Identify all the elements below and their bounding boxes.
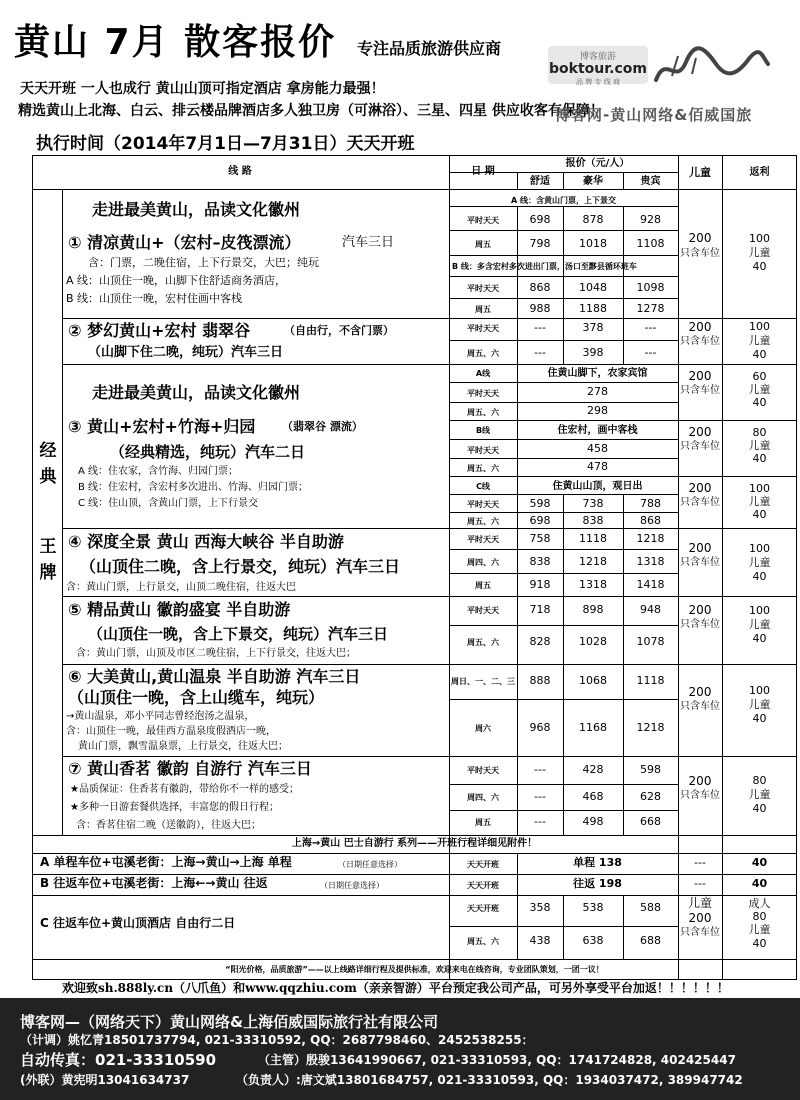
route6-child-seat: 只含车位: [680, 701, 720, 712]
route3-a-child: 200: [688, 369, 712, 383]
route7-date-2: 周四、六: [467, 793, 499, 802]
route4-price: 758: [529, 532, 551, 545]
route3-c-price: 698: [529, 514, 551, 527]
route7-child-seat: 只含车位: [680, 790, 720, 801]
brand-logo: [548, 46, 648, 84]
route1-b-date-2: 周五: [475, 305, 491, 314]
route3-a-rebate: 60 儿童 40: [748, 370, 771, 410]
route1-a-price: 1018: [579, 237, 607, 250]
route6-child-price: 200: [688, 685, 712, 699]
route5-price: 1028: [579, 635, 607, 648]
route1-b-price: 868: [529, 281, 551, 294]
route2-price: ---: [644, 321, 657, 334]
route3-a-price-2: 298: [587, 404, 608, 417]
route6-rebate: 100 儿童 40: [748, 684, 771, 725]
bus-c-price: 358: [529, 901, 551, 914]
bus-b-name: B 往返车位+屯溪老街：上海←→黄山 往返: [40, 876, 268, 890]
route4-date-2: 周四、六: [467, 558, 499, 567]
route7-date-3: 周五: [475, 818, 491, 827]
route3-note: （翡翠谷 漂流）: [282, 420, 363, 433]
route3-sub: （经典精选，纯玩）汽车二日: [110, 443, 306, 461]
route6-price: 1118: [636, 674, 665, 687]
route5-price: 948: [640, 603, 661, 616]
route7-name: ⑦ 黄山香茗 徽韵 自游行 汽车三日: [68, 759, 312, 778]
bus-a-rebate: 40: [751, 856, 768, 869]
route2-price: ---: [644, 346, 657, 359]
route1-slogan: 走进最美黄山，品读文化徽州: [92, 200, 301, 219]
brush-swirl-icon: [652, 46, 770, 86]
bus-a-name: A 单程车位+屯溪老街：上海→黄山→上海 单程: [40, 855, 292, 869]
route1-child-seat: 只含车位: [680, 248, 720, 259]
route2-date-2: 周五、六: [467, 349, 499, 358]
route4-child-seat: 只含车位: [680, 557, 720, 568]
route1-a-price: 878: [582, 213, 604, 226]
route3-a-desc: 住黄山脚下，农家宾馆: [547, 368, 648, 379]
route7-rebate: 80 儿童 40: [748, 774, 771, 815]
bus-c-price: 588: [640, 901, 661, 914]
route1-section-a: A 线：含黄山门票，上下景交: [511, 196, 616, 205]
route5-sub: （山顶住一晚，含上下景交，纯玩）汽车三日: [88, 625, 389, 643]
route5-child-price: 200: [688, 603, 712, 617]
route4-price: 1118: [579, 532, 607, 545]
route6-price: 888: [529, 674, 551, 687]
route4-sub: （山顶住二晚，含上行景交，纯玩）汽车三日: [80, 557, 401, 576]
bus-c-child-label: 儿童: [687, 896, 712, 910]
route7-line-1: ★品质保证：住香茗有徽韵，带给你不一样的感受；: [70, 784, 299, 795]
route3-b-price-1: 458: [587, 442, 608, 455]
page-subtitle: 专注品质旅游供应商: [357, 39, 502, 58]
route3-c-desc: 住黄山山顶，观日出: [552, 481, 643, 492]
bus-c-child-seat: 只含车位: [680, 927, 720, 938]
route1-section-b: B 线：多含宏村多次进出门票，汤口至黟县循环班车: [452, 262, 637, 271]
route3-b-price-2: 478: [587, 460, 608, 473]
bus-c-price: 688: [640, 934, 661, 947]
route1-a-price: 698: [529, 213, 551, 226]
bus-a-date: 天天开班: [467, 860, 499, 869]
route4-date-3: 周五: [475, 581, 491, 590]
route3-c-price: 868: [640, 514, 661, 527]
route1-line-a: A 线：山顶住一晚，山脚下住舒适商务酒店，: [66, 274, 287, 287]
route3-c-label: C线: [476, 482, 490, 491]
route3-line-a: A 线：住农家，含竹海、归园门票；: [78, 466, 239, 477]
route7-price: 468: [582, 790, 604, 803]
route1-name: ① 清凉黄山+（宏村–皮筏漂流）: [68, 233, 301, 252]
route3-c-child-seat: 只含车位: [680, 497, 720, 508]
route4-price: 1318: [636, 555, 665, 568]
side-label-classic: 经典: [39, 441, 57, 487]
route6-line-2: 含：山顶住一晚，最佳西方温泉度假酒店一晚，: [66, 726, 276, 737]
route6-sub: （山顶住一晚，含上山缆车，纯玩）: [68, 688, 325, 707]
route7-price: ---: [534, 763, 546, 776]
header-price: 报价（元/人）: [565, 158, 630, 169]
route5-name: ⑤ 精品黄山 徽韵盛宴 半自助游: [68, 600, 291, 619]
route3-b-date-1: 平时天天: [467, 446, 499, 455]
route6-date-2: 周六: [475, 724, 491, 733]
header-luxury: 贵宾: [640, 176, 661, 187]
bus-a-price: 单程 138: [573, 856, 622, 869]
route4-price: 918: [529, 578, 551, 591]
route7-line-2: ★多种一日游套餐供选择，丰富您的假日行程；: [70, 802, 279, 813]
route3-a-date-1: 平时天天: [467, 389, 499, 398]
route3-slogan: 走进最美黄山，品读文化徽州: [92, 383, 301, 402]
route3-c-date-1: 平时天天: [467, 500, 499, 509]
route1-child-price: 200: [688, 231, 712, 245]
route4-price: 1218: [579, 555, 607, 568]
route7-price: 628: [640, 790, 661, 803]
route3-b-child-seat: 只含车位: [680, 441, 720, 452]
page-title: 黄山 7月 散客报价: [14, 22, 337, 63]
route3-c-date-2: 周五、六: [467, 517, 499, 526]
route5-date-2: 周五、六: [467, 638, 499, 647]
route1-b-price: 1188: [579, 302, 607, 315]
footnote: “阳光价格，品质旅游”——以上线路详细行程及提供标准，欢迎来电在线咨询，专业团队策划，一团一议！: [225, 965, 604, 974]
route7-date-1: 平时天天: [467, 766, 499, 775]
route3-b-label: B线: [475, 426, 491, 435]
route6-price: 1218: [636, 721, 665, 734]
contact-line-3b: （负责人）:唐文斌13801684757, 021-33310593, QQ：1934037472, 389947742: [236, 1073, 743, 1087]
side-label-ace: 王牌: [39, 537, 57, 583]
route3-b-rebate: 80 儿童 40: [748, 426, 771, 466]
route3-line-b: B 线：住宏村，含宏村多次进出、竹海、归园门票；: [78, 482, 309, 493]
bus-b-child: ---: [694, 877, 706, 890]
route4-price: 838: [529, 555, 551, 568]
route2-child-price: 200: [688, 320, 712, 334]
route1-a-date-2: 周五: [475, 240, 491, 249]
route5-price: 828: [529, 635, 551, 648]
route2-sub: （山脚下住二晚，纯玩）汽车三日: [88, 345, 284, 360]
route7-line-3: 含：香茗住宿二晚（送徽韵），往返大巴；: [76, 820, 261, 831]
route3-a-label: A线: [475, 369, 491, 378]
route5-rebate: 100 儿童 40: [748, 604, 771, 645]
route6-line-3: 黄山门票，飘雪温泉票，上行景交，往返大巴；: [78, 741, 288, 752]
header-comfort: 舒适: [530, 176, 550, 187]
contact-line-3a: (外联）黄宪明13041634737: [20, 1073, 190, 1087]
bus-c-rebate: 成人 80 儿童 40: [748, 897, 771, 950]
fax-line: 自动传真：021-33310590: [20, 1051, 217, 1069]
route1-mode: 汽车三日: [342, 235, 395, 250]
route6-line-1: →黄山温泉，邓小平同志曾经泡汤之温泉，: [66, 711, 255, 722]
route1-a-price: 1108: [636, 237, 665, 250]
bus-b-price: 往返 198: [573, 877, 622, 890]
route7-price: 598: [640, 763, 661, 776]
route7-price: 498: [582, 815, 604, 828]
route4-name: ④ 深度全景 黄山 西海大峡谷 半自助游: [68, 532, 344, 551]
route6-date-1: 周日、一、二、三: [451, 677, 515, 686]
bus-a-note: （日期任意选择）: [338, 860, 402, 869]
route7-price: 668: [640, 815, 661, 828]
route4-child-price: 200: [688, 541, 712, 555]
route1-includes: 含：门票，二晚住宿，上下行景交，大巴；纯玩: [88, 256, 319, 269]
route2-rebate: 100 儿童 40: [748, 320, 771, 361]
route5-includes: 含：黄山门票，山顶及市区二晚住宿，上下行景交，往返大巴；: [76, 648, 356, 659]
bus-c-date-1: 天天开班: [467, 904, 499, 913]
route2-price: 378: [582, 321, 604, 334]
route3-a-price-1: 278: [587, 385, 608, 398]
route1-rebate: 100 儿童 40: [748, 232, 771, 273]
logo-site-text: boktour.com: [549, 61, 647, 77]
route3-b-child: 200: [688, 425, 712, 439]
route5-price: 718: [529, 603, 551, 616]
route6-name: ⑥ 大美黄山,黄山温泉 半自助游 汽车三日: [68, 667, 361, 686]
route2-child-seat: 只含车位: [680, 336, 720, 347]
route7-price: 428: [582, 763, 604, 776]
route1-a-date-1: 平时天天: [467, 216, 499, 225]
route7-child-price: 200: [688, 774, 712, 788]
route5-price: 898: [582, 603, 604, 616]
header-date: 日 期: [471, 166, 495, 177]
route3-line-c: C 线：住山顶，含黄山门票，上下行景交: [78, 498, 259, 509]
route3-c-rebate: 100 儿童 40: [748, 482, 771, 522]
bus-a-child: ---: [694, 856, 706, 869]
route3-c-price: 788: [640, 497, 661, 510]
route2-name: ② 梦幻黄山+宏村 翡翠谷: [68, 321, 251, 340]
bus-series-title: 上海→黄山 巴士自游行 系列——开班行程详细见附件！: [291, 838, 538, 849]
route5-child-seat: 只含车位: [680, 619, 720, 630]
route3-c-child: 200: [688, 481, 712, 495]
route1-b-price: 1098: [636, 281, 665, 294]
route4-includes: 含：黄山门票，上行景交，山顶二晚住宿，往返大巴: [66, 582, 296, 593]
contact-footer: [0, 998, 800, 1100]
route1-a-price: 798: [529, 237, 551, 250]
route3-name: ③ 黄山+宏村+竹海+归园: [68, 417, 256, 436]
route6-price: 968: [529, 721, 551, 734]
bus-c-child-price: 200: [688, 911, 712, 925]
route6-price: 1068: [579, 674, 607, 687]
route7-price: ---: [534, 790, 546, 803]
route2-price: ---: [534, 346, 546, 359]
route6-price: 1168: [579, 721, 607, 734]
bus-c-price: 438: [529, 934, 551, 947]
header-rebate: 返利: [749, 167, 770, 178]
route3-a-child-seat: 只含车位: [680, 385, 720, 396]
route3-b-date-2: 周五、六: [467, 464, 499, 473]
bus-b-note: （日期任意选择）: [320, 881, 384, 890]
route1-b-date-1: 平时天天: [467, 284, 499, 293]
route2-note: （自由行，不含门票）: [284, 324, 394, 337]
route4-price: 1218: [636, 532, 665, 545]
route4-rebate: 100 儿童 40: [748, 542, 771, 583]
route3-c-price: 838: [582, 514, 604, 527]
company-name: 博客网—（网络天下）黄山网络&上海佰威国际旅行社有限公司: [20, 1013, 439, 1031]
route5-price: 1078: [636, 635, 665, 648]
bus-c-date-2: 周五、六: [467, 937, 499, 946]
route4-price: 1318: [579, 578, 607, 591]
route1-a-price: 928: [640, 213, 661, 226]
route3-c-price: 598: [529, 497, 551, 510]
route4-date-1: 平时天天: [467, 535, 499, 544]
execution-period: 执行时间（2014年7月1日—7月31日）天天开班: [36, 134, 415, 154]
route4-price: 1418: [636, 578, 665, 591]
route2-price: 398: [582, 346, 604, 359]
welcome-line: 欢迎致sh.888ly.cn（八爪鱼）和www.qqzhiu.com（亲亲智游）平台预定我公司产品，可另外享受平台加返！！！！！！: [62, 981, 729, 995]
bus-c-price: 638: [582, 934, 604, 947]
contact-line-1: （计调）姚忆青18501737794, 021-33310592, QQ：2687798460、2452538255：: [20, 1033, 534, 1047]
tagline: 天天开班 一人也成行 黄山山顶可指定酒店 拿房能力最强！: [20, 81, 385, 97]
bus-b-date: 天天开班: [467, 881, 499, 890]
route5-date-1: 平时天天: [467, 606, 499, 615]
logo-top-text: 博客旅游: [579, 52, 616, 62]
route7-price: ---: [534, 815, 546, 828]
bus-b-rebate: 40: [751, 877, 768, 890]
route1-line-b: B 线：山顶住一晚，宏村住画中客栈: [66, 292, 243, 305]
header-route: 线 路: [228, 166, 252, 177]
route1-b-price: 1278: [636, 302, 665, 315]
header-deluxe: 豪华: [583, 176, 603, 187]
route3-a-date-2: 周五、六: [467, 408, 499, 417]
contact-line-2: （主管）殷骏13641990667, 021-33310593, QQ：1741724828, 402425447: [258, 1053, 736, 1067]
route2-date-1: 平时天天: [467, 324, 499, 333]
route2-price: ---: [534, 321, 546, 334]
logo-caption: 博客网-黄山网络&佰威国旅: [555, 106, 753, 124]
route3-c-price: 738: [582, 497, 604, 510]
route3-b-desc: 住宏村，画中客栈: [557, 425, 638, 436]
bus-c-name: C 往返车位+黄山顶酒店 自由行二日: [40, 916, 236, 930]
header-child: 儿童: [689, 166, 711, 179]
logo-slogan-text: 品 牌 专 线 商: [576, 78, 620, 86]
hotel-selection-note: 精选黄山上北海、白云、排云楼品牌酒店多人独卫房（可淋浴）、三星、四星 供应收客有保障！: [18, 103, 604, 119]
bus-c-price: 538: [582, 901, 604, 914]
route1-b-price: 1048: [579, 281, 607, 294]
route1-b-price: 988: [529, 302, 551, 315]
